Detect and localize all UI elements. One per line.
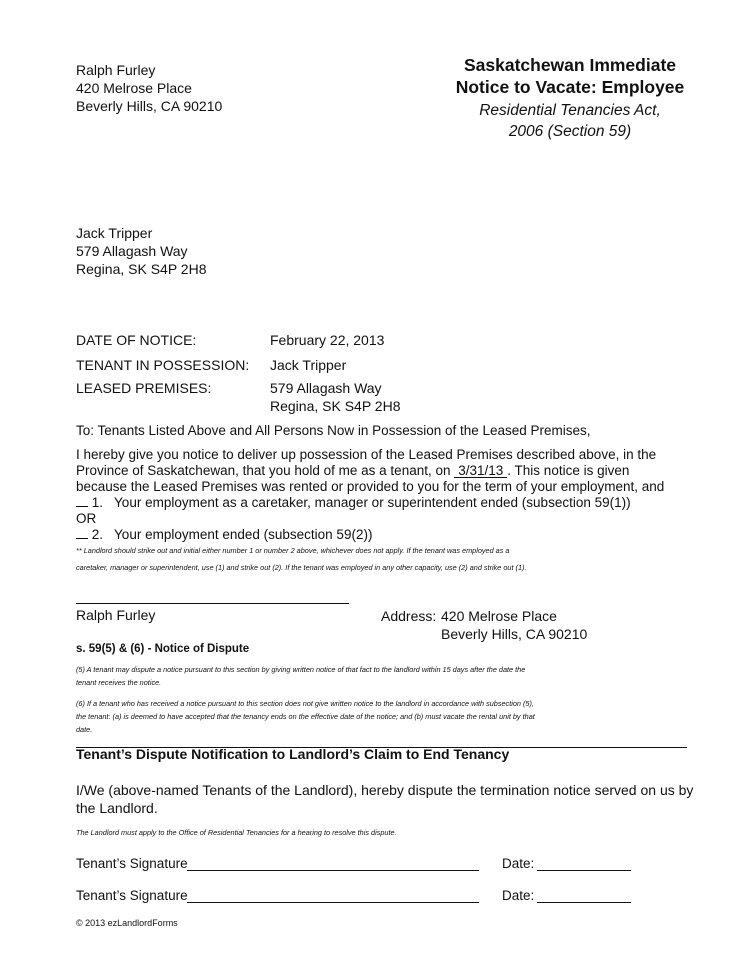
title-line-1: Saskatchewan Immediate [463, 55, 677, 75]
act-line-1: Residential Tenancies Act, [479, 102, 661, 119]
hearing-note: The Landlord must apply to the Office of Residential Tenancies for a hearing to resolve this dispute. [76, 828, 397, 837]
signature-address-label: Address: [381, 608, 437, 624]
footnote-line-2: caretaker, manager or superintendent, use (1) and strike out (2). If the tenant was employed in any other capacity, use (2) and strike out (1). [76, 563, 527, 572]
strike-out-footnote [76, 544, 526, 574]
date-field-1[interactable] [537, 870, 631, 871]
tenant-signature-field-1[interactable] [187, 870, 479, 871]
signature-address [441, 607, 587, 643]
landlord-name: Ralph Furley [76, 62, 156, 78]
landlord-signature-line [76, 603, 349, 604]
form-title [428, 54, 712, 142]
dispute-statement [76, 781, 693, 817]
salutation: To: Tenants Listed Above and All Persons Now in Possession of the Leased Premises, [76, 423, 591, 438]
option-1-text: Your employment as a caretaker, manager or superintendent ended (subsection 59(1)) [114, 495, 631, 510]
option-2-initial-blank [76, 538, 88, 539]
tenant-signature-field-2[interactable] [187, 902, 479, 903]
tenant-street: 579 Allagash Way [76, 243, 188, 259]
date-of-notice-label: DATE OF NOTICE: [76, 332, 197, 348]
dispute-statement-line-2: the Landlord. [76, 800, 158, 816]
notice-line-1: I hereby give you notice to deliver up possession of the Leased Premises described above, in the [76, 447, 657, 462]
footnote-line-1: ** Landlord should strike out and initial either number 1 or number 2 above, whichever does not apply. If the tenant was employed as a [76, 546, 510, 555]
tenant-in-possession-label: TENANT IN POSSESSION: [76, 357, 250, 373]
notice-line-2 [76, 463, 686, 479]
subsection-6 [76, 697, 688, 736]
tenant-name: Jack Tripper [76, 225, 153, 241]
notice-line-2-post: . This notice is given [507, 463, 630, 478]
signature-address-line-1: 420 Melrose Place [441, 608, 557, 624]
subsection-5-line-1: (5) A tenant may dispute a notice pursuant to this section by giving written notice of that fact to the landlord within 15 days after the date the [76, 665, 526, 674]
subsection-6-line-2: the tenant: (a) is deemed to have accepted that the tenancy ends on the effective date of the notice; and (b) must vacate the rental unit by that [76, 712, 535, 721]
landlord-city: Beverly Hills, CA 90210 [76, 98, 223, 114]
date-label-1: Date: [502, 856, 535, 871]
signature-address-line-2: Beverly Hills, CA 90210 [441, 626, 588, 642]
option-1-initial-blank [76, 506, 88, 507]
option-2 [76, 527, 686, 543]
date-of-notice-value: February 22, 2013 [270, 332, 385, 348]
leased-premises-label: LEASED PREMISES: [76, 380, 212, 396]
leased-premises-value [270, 379, 401, 415]
date-label-2: Date: [502, 888, 535, 903]
option-2-text: Your employment ended (subsection 59(2)) [114, 527, 373, 542]
landlord-street: 420 Melrose Place [76, 80, 192, 96]
dispute-statement-line-1: I/We (above-named Tenants of the Landlord), hereby dispute the termination notice served on us by [76, 782, 694, 798]
subsection-6-line-1: (6) If a tenant who has received a notice pursuant to this section does not give written notice to the landlord in accordance with subsection (5), [76, 699, 534, 708]
date-field-2[interactable] [537, 902, 631, 903]
premises-line-2: Regina, SK S4P 2H8 [270, 398, 401, 414]
subsection-6-line-3: date. [76, 725, 93, 734]
signature-name: Ralph Furley [76, 607, 156, 623]
notice-paragraph [76, 447, 686, 543]
copyright: © 2013 ezLandlordForms [76, 918, 178, 928]
or-label: OR [76, 511, 97, 526]
tenant-city: Regina, SK S4P 2H8 [76, 261, 207, 277]
option-2-number: 2. [91, 527, 104, 542]
option-1 [76, 495, 686, 511]
tenant-address [76, 224, 207, 278]
landlord-address [76, 61, 222, 115]
dispute-form-heading: Tenant’s Dispute Notification to Landlord’s Claim to End Tenancy [76, 746, 510, 762]
tenant-signature-label-1: Tenant’s Signature [76, 856, 188, 871]
dispute-notice-heading: s. 59(5) & (6) - Notice of Dispute [76, 643, 250, 655]
subsection-5 [76, 663, 688, 689]
option-1-number: 1. [91, 495, 104, 510]
title-line-2: Notice to Vacate: Employee [455, 77, 685, 97]
notice-line-2-pre: Province of Saskatchewan, that you hold of me as a tenant, on [76, 463, 451, 478]
subsection-5-line-2: tenant receives the notice. [76, 678, 162, 687]
notice-line-3: because the Leased Premises was rented or provided to you for the term of your employment, and [76, 479, 665, 494]
act-line-2: 2006 (Section 59) [508, 123, 632, 140]
premises-line-1: 579 Allagash Way [270, 380, 382, 396]
tenant-signature-label-2: Tenant’s Signature [76, 888, 188, 903]
vacate-date: 3/31/13 [454, 464, 507, 478]
tenant-in-possession-value: Jack Tripper [270, 357, 347, 373]
